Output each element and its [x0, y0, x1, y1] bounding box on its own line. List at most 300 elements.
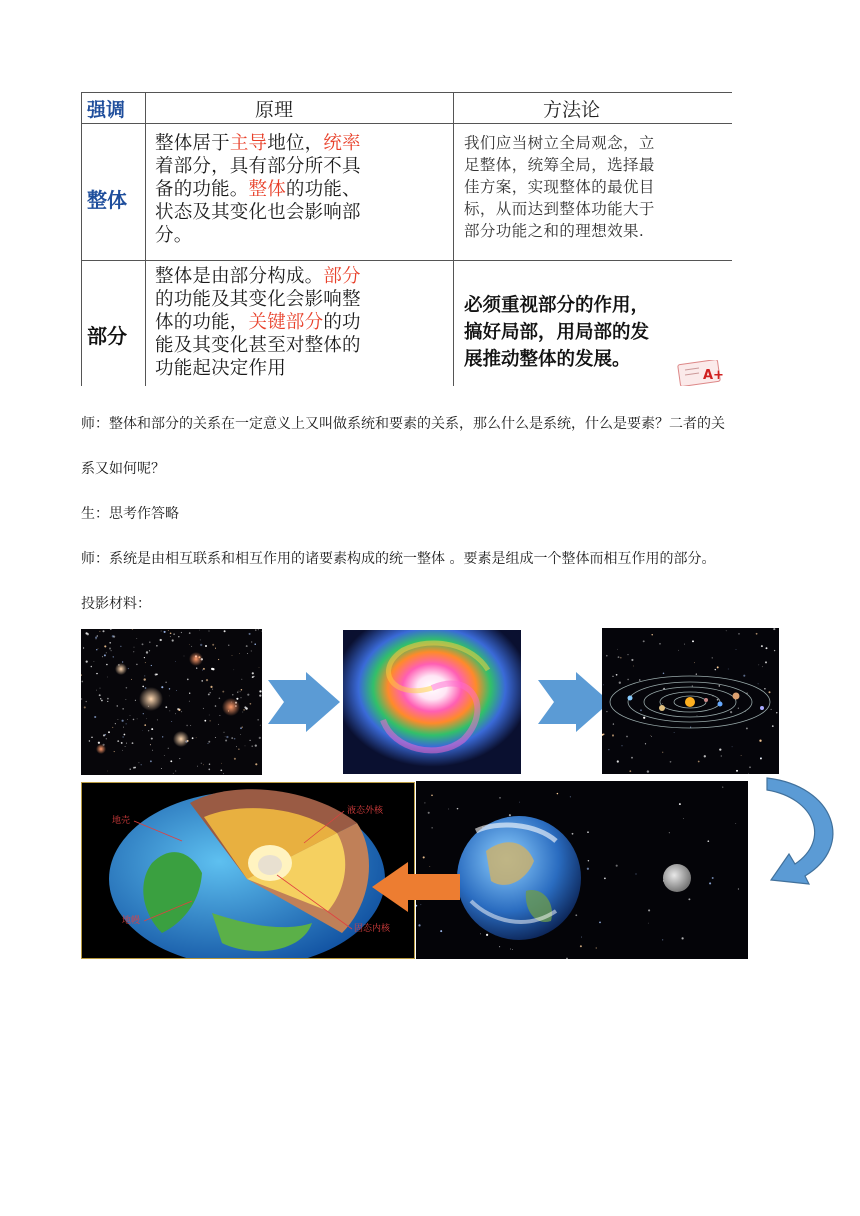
text-line: [155, 311, 451, 334]
star: [243, 709, 245, 711]
star: [764, 688, 766, 690]
star: [181, 711, 182, 712]
star: [106, 738, 107, 739]
text-segment: 备的功能。: [155, 179, 249, 200]
star: [762, 666, 763, 667]
star: [100, 688, 101, 689]
star: [210, 686, 212, 688]
star: [121, 742, 123, 744]
star: [255, 763, 257, 765]
star: [165, 706, 167, 708]
star: [112, 727, 113, 728]
star: [220, 769, 222, 771]
star: [242, 726, 243, 727]
star: [210, 692, 211, 693]
star: [772, 725, 774, 727]
star: [613, 723, 614, 724]
star: [765, 661, 767, 663]
star: [222, 691, 224, 693]
star: [157, 719, 158, 720]
star: [170, 760, 172, 762]
star: [99, 631, 100, 632]
star: [603, 685, 604, 686]
star: [662, 939, 663, 940]
star: [712, 877, 714, 879]
star: [114, 751, 115, 752]
svg-text:地幔: 地幔: [122, 916, 141, 926]
star: [107, 677, 108, 678]
star: [107, 698, 109, 700]
star: [679, 803, 681, 805]
star: [662, 752, 663, 753]
star: [234, 738, 236, 740]
star: [126, 699, 127, 700]
star: [123, 708, 124, 709]
star: [238, 749, 239, 750]
star: [223, 732, 224, 733]
star: [176, 690, 177, 691]
star: [219, 698, 221, 700]
star: [760, 758, 762, 760]
star: [240, 734, 241, 735]
star: [678, 650, 679, 651]
star: [179, 758, 180, 759]
star: [81, 681, 83, 683]
spiral-galaxy-image: [343, 630, 521, 774]
star: [566, 958, 568, 959]
teacher-question-line2: 系又如何呢？: [81, 461, 165, 477]
teacher-question-line1: 师：整体和部分的关系在一定意义上又叫做系统和要素的关系，那么什么是系统，什么是要素？二者的关: [81, 416, 725, 432]
star: [423, 856, 425, 858]
star: [237, 692, 238, 693]
star: [215, 705, 217, 707]
star: [715, 669, 716, 670]
right-arrow-icon: [538, 672, 610, 732]
star: [240, 727, 242, 729]
text-segment: 的功能及其变化会影响整: [155, 289, 361, 310]
star: [247, 653, 248, 654]
text-line: [155, 265, 451, 288]
star: [103, 734, 105, 736]
text-line: 必须重视部分的作用，: [464, 295, 650, 316]
star: [204, 720, 206, 722]
svg-text:固态内核: 固态内核: [354, 924, 391, 934]
row-label-part: 部分: [87, 324, 127, 348]
star: [616, 865, 618, 867]
star: [424, 802, 425, 803]
star: [199, 630, 200, 631]
star: [209, 763, 210, 764]
star: [663, 673, 665, 675]
star: [173, 773, 174, 774]
star: [719, 685, 721, 687]
star: [117, 740, 119, 742]
star: [96, 639, 97, 640]
header-emphasis: 强调: [87, 99, 126, 121]
star: [104, 645, 106, 647]
method-whole: [464, 132, 732, 242]
star: [245, 746, 246, 747]
star: [681, 937, 683, 939]
star: [97, 635, 98, 636]
star: [231, 737, 233, 739]
star: [132, 742, 134, 744]
highlighted-term: 主导: [229, 133, 268, 154]
star: [258, 719, 259, 720]
star: [169, 696, 170, 697]
earth-cutaway-image: [81, 782, 415, 959]
star: [164, 631, 166, 633]
star: [738, 708, 739, 709]
star: [743, 675, 745, 677]
star: [106, 664, 108, 666]
star: [232, 694, 233, 695]
star: [683, 818, 684, 819]
text-line: [155, 201, 451, 224]
star: [738, 633, 739, 634]
star: [631, 757, 633, 759]
principle-part: [155, 265, 451, 380]
star: [83, 647, 84, 648]
teacher-definition: 师：系统是由相互联系和相互作用的诸要素构成的统一整体 。要素是组成一个整体而相互作用的部分。: [81, 551, 716, 567]
text-line: [155, 178, 451, 201]
star: [519, 802, 520, 803]
star: [142, 730, 143, 731]
text-line: 展推动整体的发展。: [464, 349, 631, 370]
star: [758, 683, 759, 684]
star: [258, 629, 259, 630]
star: [126, 743, 127, 744]
star: [101, 700, 103, 702]
star: [717, 699, 719, 701]
star: [639, 679, 640, 680]
star: [245, 707, 247, 709]
star: [756, 633, 758, 635]
star: [712, 657, 713, 658]
star: [151, 665, 152, 666]
star: [709, 882, 711, 884]
star: [448, 809, 449, 810]
star: [117, 705, 118, 706]
star: [622, 745, 623, 746]
star: [100, 698, 101, 699]
star: [221, 763, 222, 764]
star: [431, 794, 433, 796]
star: [599, 922, 601, 924]
star: [704, 755, 706, 757]
star: [218, 724, 219, 725]
star: [669, 832, 670, 833]
star: [588, 860, 589, 861]
star: [91, 666, 93, 668]
star: [144, 724, 146, 726]
text-segment: 整体是由部分构成。: [155, 266, 324, 287]
star: [557, 793, 558, 794]
star: [202, 670, 203, 671]
star: [136, 638, 137, 639]
star: [128, 668, 129, 669]
star: [144, 675, 145, 676]
star: [123, 727, 124, 728]
star: [643, 717, 645, 719]
text-line: [155, 132, 451, 155]
star: [596, 947, 597, 948]
star: [236, 746, 237, 747]
star: [201, 763, 202, 764]
star: [208, 741, 210, 743]
star: [141, 764, 142, 765]
star: [690, 727, 691, 728]
star: [260, 725, 261, 726]
text-line: 搞好局部，用局部的发: [464, 322, 650, 343]
star: [728, 669, 729, 670]
star: [113, 656, 114, 657]
star: [732, 746, 733, 747]
star: [736, 770, 738, 772]
star: [149, 650, 150, 651]
highlighted-term: 整体: [248, 179, 286, 200]
star: [608, 749, 609, 750]
star: [192, 737, 194, 739]
star: [122, 720, 124, 722]
earth-moon-image: [416, 781, 748, 959]
star: [651, 634, 652, 635]
star: [177, 708, 179, 710]
star: [110, 629, 112, 630]
header-principle: 原理: [255, 99, 294, 121]
star: [572, 833, 574, 835]
star: [761, 645, 763, 647]
star: [694, 662, 695, 663]
star: [127, 719, 128, 720]
star: [619, 682, 621, 684]
star: [640, 709, 642, 711]
star: [626, 736, 628, 738]
star: [134, 647, 135, 648]
star: [249, 740, 250, 741]
star: [137, 719, 138, 720]
star: [178, 636, 179, 637]
star: [603, 733, 605, 735]
star: [418, 924, 420, 926]
star: [696, 673, 697, 674]
star: [130, 769, 131, 770]
star: [722, 786, 723, 787]
star: [771, 709, 772, 710]
star: [203, 708, 204, 709]
star: [234, 758, 236, 760]
star: [650, 735, 651, 736]
star: [170, 636, 171, 637]
star: [134, 767, 136, 769]
star: [150, 760, 152, 762]
star: [707, 840, 709, 842]
star: [721, 756, 722, 757]
star: [259, 695, 261, 697]
right-arrow-icon: [268, 672, 340, 732]
star: [175, 770, 176, 771]
star: [697, 715, 698, 716]
star: [171, 721, 172, 722]
star: [616, 674, 618, 676]
star: [250, 703, 252, 705]
galaxy-cluster-image: [81, 629, 262, 775]
student-answer: 生：思考作答略: [81, 506, 179, 522]
star: [152, 750, 153, 751]
star: [161, 686, 163, 688]
star: [692, 685, 693, 686]
star: [726, 630, 727, 631]
text-line: [155, 155, 451, 178]
star: [200, 640, 201, 641]
star: [130, 715, 131, 716]
star: [480, 934, 481, 935]
star: [96, 690, 97, 691]
text-segment: 功能起决定作用: [155, 358, 286, 379]
star: [81, 698, 82, 699]
star: [746, 727, 748, 729]
star: [208, 769, 210, 771]
star: [674, 732, 675, 733]
text-segment: 状态及其变化也会影响部: [155, 202, 361, 223]
star: [125, 746, 126, 747]
star: [208, 630, 209, 631]
star: [138, 762, 139, 763]
star: [91, 737, 92, 738]
star: [776, 712, 777, 713]
star: [145, 662, 146, 663]
star: [155, 674, 157, 676]
star: [208, 693, 210, 695]
star: [645, 743, 646, 744]
star: [499, 946, 500, 947]
star: [580, 945, 582, 947]
star: [259, 667, 260, 668]
star: [203, 764, 204, 765]
star: [122, 750, 123, 751]
star: [570, 796, 571, 797]
star: [240, 691, 241, 692]
star: [144, 657, 145, 658]
star: [212, 644, 214, 646]
star: [627, 679, 628, 680]
star: [512, 949, 513, 950]
star: [251, 641, 252, 642]
star: [84, 706, 86, 708]
star: [631, 659, 633, 661]
star: [253, 676, 254, 677]
star: [107, 701, 108, 702]
star: [651, 736, 652, 737]
star: [104, 654, 106, 656]
star: [169, 688, 170, 689]
star: [126, 723, 127, 724]
star: [205, 645, 207, 647]
star: [440, 930, 442, 932]
star: [186, 725, 187, 726]
star: [255, 744, 257, 746]
text-line: 部分功能之和的理想效果.: [464, 222, 645, 240]
star: [200, 644, 202, 646]
star: [106, 653, 107, 654]
star: [126, 687, 128, 689]
star: [509, 814, 511, 816]
star: [224, 630, 226, 632]
star: [124, 734, 126, 736]
star: [758, 665, 759, 666]
text-segment: 着部分，具有部分所不具: [155, 156, 361, 177]
star: [249, 633, 251, 635]
star: [149, 641, 151, 643]
star: [189, 693, 190, 694]
star: [143, 713, 144, 714]
star: [612, 734, 614, 736]
star: [146, 718, 147, 719]
star: [181, 632, 182, 633]
star: [254, 644, 255, 645]
star: [151, 728, 153, 730]
star: [688, 898, 690, 900]
star: [169, 711, 170, 712]
star: [196, 737, 197, 738]
text-line: [155, 224, 451, 247]
star: [717, 666, 719, 668]
star: [172, 639, 174, 641]
star: [86, 660, 88, 662]
star: [620, 657, 622, 659]
star: [259, 737, 261, 739]
star: [151, 738, 153, 740]
star: [735, 823, 736, 824]
star: [161, 631, 162, 632]
star: [120, 646, 121, 647]
star: [189, 632, 191, 634]
grade-stamp-icon: [673, 360, 727, 386]
star: [612, 676, 613, 677]
whole-part-table: [81, 92, 732, 386]
star: [738, 888, 739, 889]
star: [210, 720, 211, 721]
star: [107, 771, 108, 772]
text-segment: 能及其变化甚至对整体的: [155, 335, 361, 356]
star: [89, 740, 90, 741]
star: [190, 725, 191, 726]
star: [774, 650, 775, 651]
star: [135, 700, 136, 701]
star: [252, 672, 254, 674]
star: [242, 712, 243, 713]
star: [212, 668, 214, 670]
star: [225, 736, 226, 737]
star: [102, 630, 104, 632]
star: [246, 645, 248, 647]
star: [670, 761, 672, 763]
star: [187, 679, 189, 681]
star: [239, 653, 240, 654]
star: [226, 736, 228, 738]
star: [659, 643, 661, 645]
star: [85, 632, 87, 634]
star: [247, 694, 249, 696]
star: [99, 694, 101, 696]
solar-system-image: [602, 628, 779, 774]
left-arrow-icon: [372, 862, 460, 912]
row-label-whole: 整体: [87, 188, 127, 212]
star: [111, 650, 112, 651]
star: [96, 649, 97, 650]
principle-whole: [155, 132, 451, 247]
header-methodology: 方法论: [543, 99, 601, 121]
